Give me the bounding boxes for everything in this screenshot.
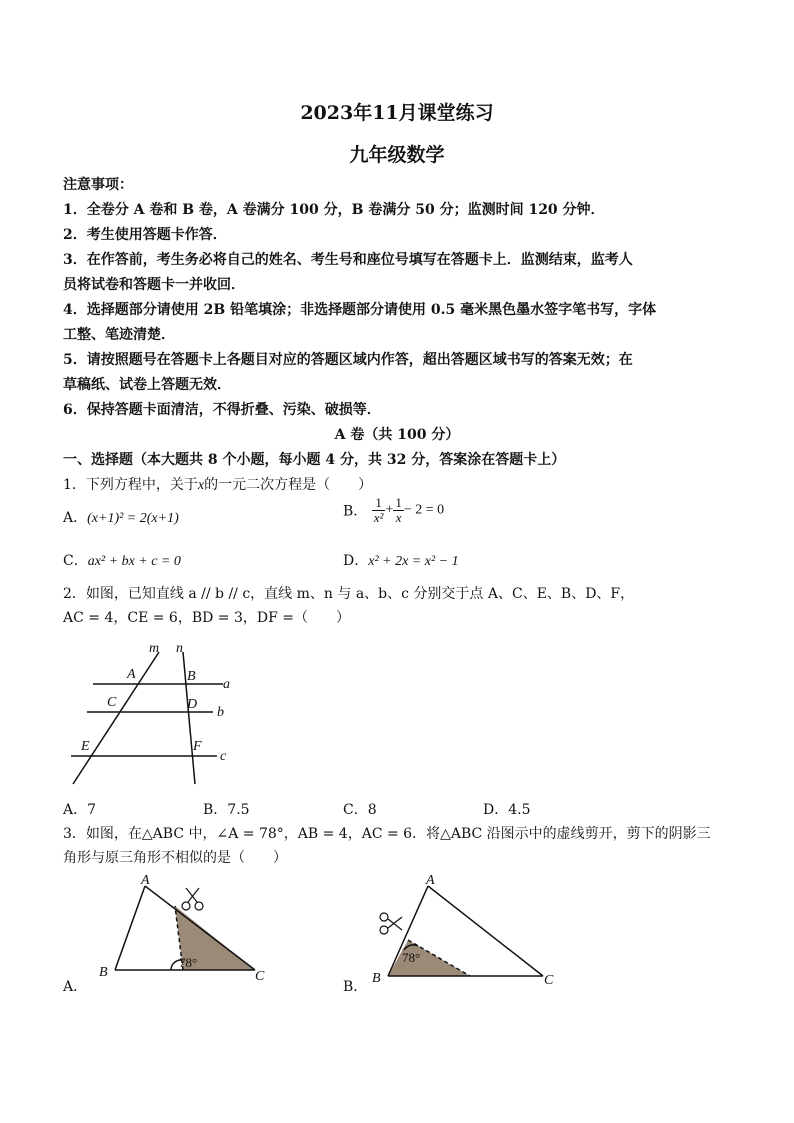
exam-title: 2023年11月课堂练习 <box>300 102 494 124</box>
note-1: 1．全卷分 A 卷和 B 卷，A 卷满分 100 分，B 卷满分 50 分；监测时间 120 分钟． <box>63 202 605 218</box>
note-5-line1: 5．请按照题号在答题卡上各题目对应的答题区域内作答，超出答题区域书写的答案无效；在 <box>63 352 633 368</box>
label-point-a: A <box>141 873 150 888</box>
label-point-c: C <box>255 969 265 984</box>
label-point-f: F <box>193 739 202 754</box>
q2-stem-line2: AC = 4，CE = 6，BD = 3，DF =（ ） <box>63 610 350 626</box>
q1-stem-text: 1．下列方程中，关于 <box>63 477 198 493</box>
plus-sign: + <box>385 502 394 518</box>
option-label: D． <box>343 553 369 569</box>
angle-label: 78° <box>402 950 421 965</box>
exam-subject: 九年级数学 <box>349 144 445 166</box>
section-a-heading: A 卷（共 100 分） <box>334 427 460 443</box>
q1-option-d <box>343 550 459 570</box>
q2-option-a: A．7 <box>63 802 97 818</box>
label-line-c: c <box>220 749 227 764</box>
triangle-figure-a <box>85 872 275 992</box>
label-point-b: B <box>187 669 196 684</box>
label-n: n <box>176 641 183 656</box>
note-4-line1: 4．选择题部分请使用 2B 铅笔填涂；非选择题部分请使用 0.5 毫米黑色墨水签字笔书写，字体 <box>63 302 657 318</box>
option-label: C． <box>63 553 88 569</box>
scissors-icon <box>182 888 203 910</box>
q1-option-b <box>343 496 444 525</box>
label-point-c: C <box>544 973 554 988</box>
fraction-denominator: x <box>395 510 402 525</box>
side-ab <box>115 886 145 970</box>
fraction-numerator: 1 <box>372 496 386 511</box>
option-expression: − 2 = 0 <box>403 502 445 518</box>
label-point-b: B <box>99 965 108 980</box>
notes-heading: 注意事项： <box>63 177 133 193</box>
q2-option-d: D．4.5 <box>483 802 531 818</box>
q1-option-c <box>63 550 181 570</box>
label-point-a: A <box>127 667 136 682</box>
note-5-line2: 草稿纸、试卷上答题无效． <box>63 377 231 393</box>
note-2: 2．考生使用答题卡作答． <box>63 227 227 243</box>
line-m <box>73 652 159 784</box>
fraction <box>372 496 386 525</box>
q1-stem-variable: x <box>197 478 205 493</box>
q3-stem-line2: 角形与原三角形不相似的是（ ） <box>63 850 287 866</box>
label-point-b: B <box>372 971 381 986</box>
option-expression: ax² + bx + c = 0 <box>87 554 181 569</box>
label-point-c: C <box>107 695 117 710</box>
scissors-icon <box>380 913 402 934</box>
option-expression: x² + 2x = x² − 1 <box>368 554 459 569</box>
q1-stem <box>63 474 372 494</box>
label-point-e: E <box>81 739 90 754</box>
label-point-d: D <box>187 697 198 712</box>
note-6: 6．保持答题卡面清洁，不得折叠、污染、破损等． <box>63 402 381 418</box>
label-line-b: b <box>217 705 224 720</box>
option-label: B． <box>343 503 368 520</box>
parallel-lines-figure <box>63 638 243 788</box>
part-one-heading: 一、选择题（本大题共 8 个小题，每小题 4 分，共 32 分，答案涂在答题卡上） <box>63 452 566 468</box>
label-m: m <box>149 641 160 656</box>
q2-option-c: C．8 <box>343 802 377 818</box>
note-4-line2: 工整、笔迹清楚． <box>63 327 175 343</box>
angle-label: 78° <box>179 955 198 970</box>
q2-option-b: B．7.5 <box>203 802 250 818</box>
note-3-line1: 3．在作答前，考生务必将自己的姓名、考生号和座位号填写在答题卡上．监测结束，监考人 <box>63 252 633 268</box>
q3-stem-line1: 3．如图，在△ABC 中，∠A = 78°，AB = 4，AC = 6．将△ABC 沿图示中的虚线剪开，剪下的阴影三 <box>63 826 711 842</box>
option-expression: (x+1)² = 2(x+1) <box>87 511 179 526</box>
triangle-figure-b <box>368 872 568 992</box>
note-3-line2: 员将试卷和答题卡一并收回． <box>63 277 245 293</box>
q1-stem-text-end: 的一元二次方程是（ ） <box>204 477 373 493</box>
shaded-triangle <box>388 940 470 976</box>
label-point-a: A <box>426 873 435 888</box>
fraction-numerator: 1 <box>395 495 402 510</box>
label-line-a: a <box>223 677 230 692</box>
q1-option-a <box>63 507 179 527</box>
q2-stem-line1: 2．如图，已知直线 a // b // c，直线 m、n 与 a、b、c 分别交于点 A、C、E、B、D、F， <box>63 586 635 602</box>
option-label: A． <box>63 510 88 526</box>
fraction-denominator: x² <box>373 510 384 525</box>
fraction <box>393 496 404 525</box>
q3-option-a-label: A． <box>63 979 88 995</box>
q3-option-b-label: B． <box>343 979 368 995</box>
